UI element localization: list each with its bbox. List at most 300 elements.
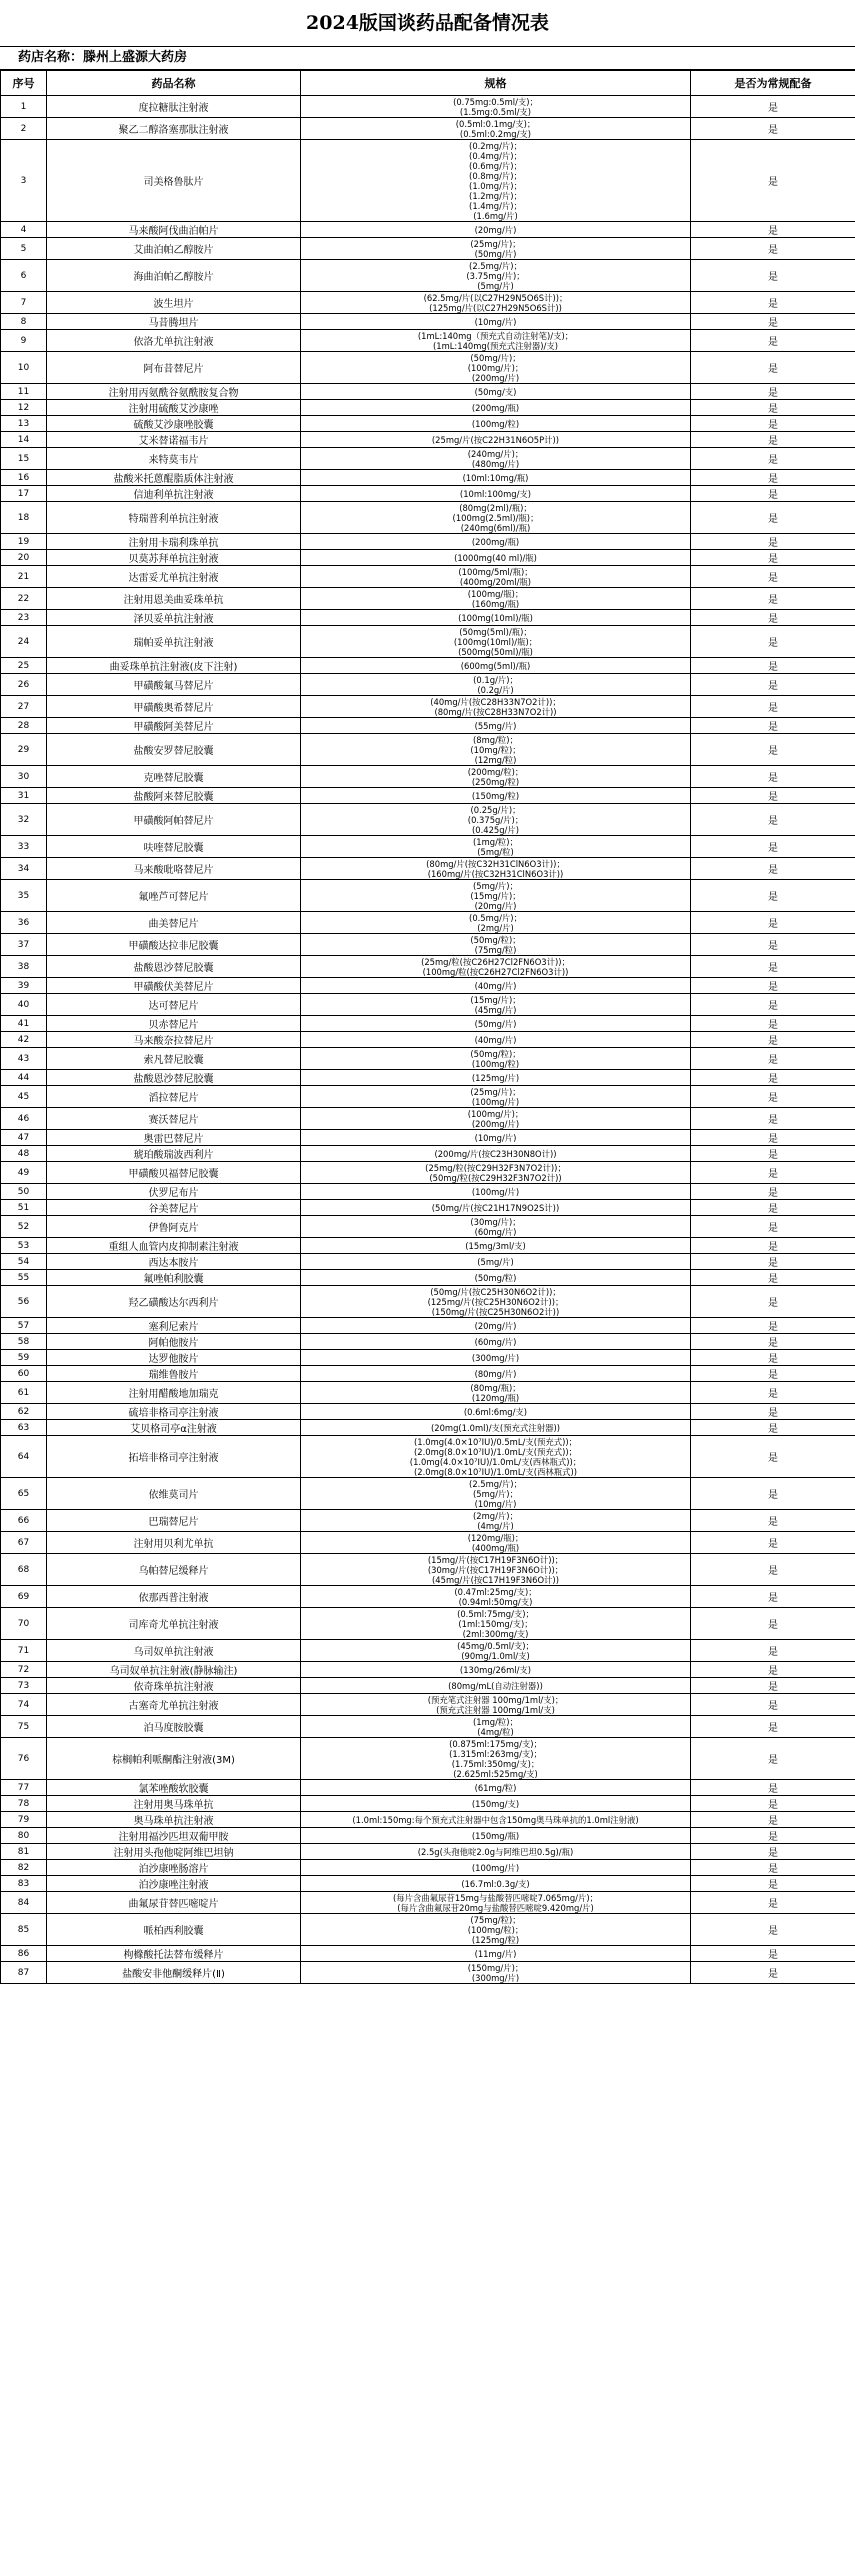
configured-flag: 是	[691, 432, 855, 448]
row-number: 23	[1, 610, 47, 626]
row-number: 46	[1, 1108, 47, 1130]
drug-spec: (240mg/片)； (480mg/片)	[301, 448, 691, 470]
configured-flag: 是	[691, 534, 855, 550]
row-number: 81	[1, 1844, 47, 1860]
table-row	[1, 314, 855, 330]
table-row	[1, 1318, 855, 1334]
drug-spec: (0.25g/片)； (0.375g/片)； (0.425g/片)	[301, 804, 691, 836]
configured-flag: 是	[691, 788, 855, 804]
drug-name: 氟唑帕利胶囊	[47, 1270, 301, 1286]
drug-spec: (80mg/片(按C32H31ClN6O3计))； (160mg/片(按C32H31ClN6O3计))	[301, 858, 691, 880]
drug-spec: (15mg/片(按C17H19F3N6O计))； (30mg/片(按C17H19F3N6O计))； (45mg/片(按C17H19F3N6O计))	[301, 1554, 691, 1586]
table-row	[1, 1070, 855, 1086]
drug-spec: (1mL:140mg（预充式自动注射笔)/支)； (1mL:140mg(预充式注射器)/支)	[301, 330, 691, 352]
row-number: 85	[1, 1914, 47, 1946]
drug-spec: (100mg/片)	[301, 1860, 691, 1876]
table-row	[1, 1828, 855, 1844]
row-number: 72	[1, 1662, 47, 1678]
row-number: 68	[1, 1554, 47, 1586]
table-row	[1, 788, 855, 804]
table-row	[1, 260, 855, 292]
configured-flag: 是	[691, 696, 855, 718]
drug-name: 奥雷巴替尼片	[47, 1130, 301, 1146]
row-number: 24	[1, 626, 47, 658]
drug-spec: (45mg/0.5ml/支)； (90mg/1.0ml/支)	[301, 1640, 691, 1662]
drug-spec: (100mg/粒)	[301, 416, 691, 432]
configured-flag: 是	[691, 836, 855, 858]
drug-name: 特瑞普利单抗注射液	[47, 502, 301, 534]
table-row	[1, 448, 855, 470]
table-row	[1, 1200, 855, 1216]
drug-spec: (10mg/片)	[301, 314, 691, 330]
configured-flag: 是	[691, 96, 855, 118]
row-number: 31	[1, 788, 47, 804]
drug-spec: (120mg/瓶)； (400mg/瓶)	[301, 1532, 691, 1554]
drug-spec: (10mg/片)	[301, 1130, 691, 1146]
drug-spec: (80mg/mL(自动注射器))	[301, 1678, 691, 1694]
drug-spec: (50mg/支)	[301, 384, 691, 400]
drug-spec: (200mg/瓶)	[301, 400, 691, 416]
drug-name: 信迪利单抗注射液	[47, 486, 301, 502]
table-row	[1, 1796, 855, 1812]
row-number: 43	[1, 1048, 47, 1070]
table-row	[1, 1532, 855, 1554]
drug-spec: (50mg/粒)； (100mg/粒)	[301, 1048, 691, 1070]
drug-table	[0, 70, 855, 1984]
table-row	[1, 238, 855, 260]
row-number: 21	[1, 566, 47, 588]
drug-name: 盐酸恩沙替尼胶囊	[47, 1070, 301, 1086]
drug-name: 甲磺酸贝福替尼胶囊	[47, 1162, 301, 1184]
row-number: 84	[1, 1892, 47, 1914]
configured-flag: 是	[691, 1016, 855, 1032]
row-number: 67	[1, 1532, 47, 1554]
drug-name: 甲磺酸达拉非尼胶囊	[47, 934, 301, 956]
configured-flag: 是	[691, 1828, 855, 1844]
row-number: 18	[1, 502, 47, 534]
configured-flag: 是	[691, 486, 855, 502]
drug-spec: (2.5g(头孢他啶2.0g与阿维巴坦0.5g)/瓶)	[301, 1844, 691, 1860]
table-row	[1, 880, 855, 912]
row-number: 2	[1, 118, 47, 140]
drug-spec: (1mg/粒)； (5mg/粒)	[301, 836, 691, 858]
table-row	[1, 1914, 855, 1946]
drug-name: 海曲泊帕乙醇胺片	[47, 260, 301, 292]
row-number: 56	[1, 1286, 47, 1318]
table-row	[1, 1032, 855, 1048]
table-row	[1, 1608, 855, 1640]
configured-flag: 是	[691, 1318, 855, 1334]
table-row	[1, 1366, 855, 1382]
configured-flag: 是	[691, 804, 855, 836]
header-no: 序号	[1, 71, 47, 96]
table-row	[1, 1892, 855, 1914]
configured-flag: 是	[691, 1914, 855, 1946]
drug-name: 达雷妥尤单抗注射液	[47, 566, 301, 588]
drug-spec: (150mg/粒)	[301, 788, 691, 804]
table-row	[1, 1420, 855, 1436]
drug-spec: (20mg(1.0ml)/支(预充式注射器))	[301, 1420, 691, 1436]
drug-spec: (300mg/片)	[301, 1350, 691, 1366]
table-row	[1, 1184, 855, 1200]
configured-flag: 是	[691, 416, 855, 432]
row-number: 49	[1, 1162, 47, 1184]
drug-name: 注射用奥马珠单抗	[47, 1796, 301, 1812]
row-number: 15	[1, 448, 47, 470]
drug-name: 滔拉替尼片	[47, 1086, 301, 1108]
drug-name: 氯苯唑酸软胶囊	[47, 1780, 301, 1796]
row-number: 33	[1, 836, 47, 858]
row-number: 57	[1, 1318, 47, 1334]
configured-flag: 是	[691, 766, 855, 788]
drug-spec: (2mg/片)； (4mg/片)	[301, 1510, 691, 1532]
drug-spec: (2.5mg/片)； (5mg/片)； (10mg/片)	[301, 1478, 691, 1510]
row-number: 6	[1, 260, 47, 292]
drug-name: 乌帕替尼缓释片	[47, 1554, 301, 1586]
drug-name: 瑞维鲁胺片	[47, 1366, 301, 1382]
drug-spec: (61mg/粒)	[301, 1780, 691, 1796]
drug-name: 来特莫韦片	[47, 448, 301, 470]
drug-name: 克唑替尼胶囊	[47, 766, 301, 788]
configured-flag: 是	[691, 1608, 855, 1640]
row-number: 59	[1, 1350, 47, 1366]
configured-flag: 是	[691, 384, 855, 400]
configured-flag: 是	[691, 1532, 855, 1554]
drug-name: 泊沙康唑注射液	[47, 1876, 301, 1892]
drug-spec: (16.7ml:0.3g/支)	[301, 1876, 691, 1892]
row-number: 9	[1, 330, 47, 352]
drug-name: 艾贝格司亭α注射液	[47, 1420, 301, 1436]
configured-flag: 是	[691, 1032, 855, 1048]
drug-name: 马昔腾坦片	[47, 314, 301, 330]
drug-name: 司库奇尤单抗注射液	[47, 1608, 301, 1640]
drug-name: 贝莫苏拜单抗注射液	[47, 550, 301, 566]
configured-flag: 是	[691, 1070, 855, 1086]
table-row	[1, 734, 855, 766]
table-row	[1, 222, 855, 238]
configured-flag: 是	[691, 566, 855, 588]
configured-flag: 是	[691, 1876, 855, 1892]
drug-name: 达可替尼片	[47, 994, 301, 1016]
row-number: 51	[1, 1200, 47, 1216]
table-row	[1, 1048, 855, 1070]
row-number: 60	[1, 1366, 47, 1382]
row-number: 55	[1, 1270, 47, 1286]
table-row	[1, 1662, 855, 1678]
row-number: 75	[1, 1716, 47, 1738]
row-number: 52	[1, 1216, 47, 1238]
table-row	[1, 292, 855, 314]
configured-flag: 是	[691, 1238, 855, 1254]
drug-name: 塞利尼索片	[47, 1318, 301, 1334]
table-row	[1, 858, 855, 880]
configured-flag: 是	[691, 140, 855, 222]
row-number: 74	[1, 1694, 47, 1716]
row-number: 10	[1, 352, 47, 384]
drug-name: 赛沃替尼片	[47, 1108, 301, 1130]
drug-name: 氟唑芦可替尼片	[47, 880, 301, 912]
row-number: 14	[1, 432, 47, 448]
configured-flag: 是	[691, 352, 855, 384]
table-row	[1, 1478, 855, 1510]
drug-name: 羟乙磺酸达尔西利片	[47, 1286, 301, 1318]
drug-spec: (100mg(10ml)/瓶)	[301, 610, 691, 626]
configured-flag: 是	[691, 718, 855, 734]
drug-name: 甲磺酸阿帕替尼片	[47, 804, 301, 836]
configured-flag: 是	[691, 1678, 855, 1694]
table-row	[1, 1404, 855, 1420]
table-row	[1, 1016, 855, 1032]
configured-flag: 是	[691, 1892, 855, 1914]
configured-flag: 是	[691, 292, 855, 314]
drug-name: 注射用恩美曲妥珠单抗	[47, 588, 301, 610]
drug-name: 泊沙康唑肠溶片	[47, 1860, 301, 1876]
configured-flag: 是	[691, 400, 855, 416]
table-row	[1, 1086, 855, 1108]
row-number: 38	[1, 956, 47, 978]
drug-spec: (1000mg(40 ml)/瓶)	[301, 550, 691, 566]
configured-flag: 是	[691, 1048, 855, 1070]
drug-name: 马来酸奈拉替尼片	[47, 1032, 301, 1048]
row-number: 17	[1, 486, 47, 502]
drug-name: 甲磺酸阿美替尼片	[47, 718, 301, 734]
drug-name: 伊鲁阿克片	[47, 1216, 301, 1238]
row-number: 19	[1, 534, 47, 550]
table-row	[1, 1350, 855, 1366]
drug-name: 拓培非格司亭注射液	[47, 1436, 301, 1478]
table-row	[1, 610, 855, 626]
configured-flag: 是	[691, 1812, 855, 1828]
row-number: 26	[1, 674, 47, 696]
drug-spec: (600mg(5ml)/瓶)	[301, 658, 691, 674]
drug-name: 索凡替尼胶囊	[47, 1048, 301, 1070]
drug-spec: (5mg/片)	[301, 1254, 691, 1270]
row-number: 27	[1, 696, 47, 718]
header-spec: 规格	[301, 71, 691, 96]
drug-spec: (11mg/片)	[301, 1946, 691, 1962]
drug-spec: (50mg/片(按C21H17N9O2S计))	[301, 1200, 691, 1216]
configured-flag: 是	[691, 1216, 855, 1238]
configured-flag: 是	[691, 1404, 855, 1420]
configured-flag: 是	[691, 626, 855, 658]
row-number: 13	[1, 416, 47, 432]
table-row	[1, 978, 855, 994]
row-number: 64	[1, 1436, 47, 1478]
drug-name: 注射用福沙匹坦双葡甲胺	[47, 1828, 301, 1844]
drug-name: 注射用丙氨酰谷氨酰胺复合物	[47, 384, 301, 400]
drug-name: 盐酸安非他酮缓释片(Ⅱ)	[47, 1962, 301, 1984]
store-name: 药店名称：滕州上盛源大药房	[0, 46, 855, 70]
configured-flag: 是	[691, 934, 855, 956]
drug-spec: (100mg/片)	[301, 1184, 691, 1200]
table-row	[1, 1738, 855, 1780]
row-number: 34	[1, 858, 47, 880]
row-number: 32	[1, 804, 47, 836]
drug-spec: (25mg/粒(按C29H32F3N7O2计))； (50mg/粒(按C29H32F3N7O2计))	[301, 1162, 691, 1184]
table-row	[1, 1640, 855, 1662]
row-number: 71	[1, 1640, 47, 1662]
row-number: 22	[1, 588, 47, 610]
row-number: 40	[1, 994, 47, 1016]
drug-spec: (100mg/5ml/瓶)； (400mg/20ml/瓶)	[301, 566, 691, 588]
drug-spec: (1mg/粒)； (4mg/粒)	[301, 1716, 691, 1738]
table-row	[1, 956, 855, 978]
drug-name: 古塞奇尤单抗注射液	[47, 1694, 301, 1716]
drug-spec: (40mg/片(按C28H33N7O2计))； (80mg/片(按C28H33N7O2计))	[301, 696, 691, 718]
drug-spec: (0.1g/片)； (0.2g/片)	[301, 674, 691, 696]
configured-flag: 是	[691, 1366, 855, 1382]
drug-spec: (15mg/片)； (45mg/片)	[301, 994, 691, 1016]
configured-flag: 是	[691, 1662, 855, 1678]
table-row	[1, 118, 855, 140]
row-number: 45	[1, 1086, 47, 1108]
drug-spec: (200mg/瓶)	[301, 534, 691, 550]
configured-flag: 是	[691, 1254, 855, 1270]
configured-flag: 是	[691, 470, 855, 486]
row-number: 86	[1, 1946, 47, 1962]
drug-spec: (1.0mg(4.0×10⁷IU)/0.5mL/支(预充式))； (2.0mg(8.0×10⁷IU)/1.0mL/支(预充式))； (1.0mg(4.0×10⁷IU)/1.0mL/支(西林瓶式))； (2.0mg(8.0×10⁷IU)/1.0mL/支(西林瓶式))	[301, 1436, 691, 1478]
drug-name: 注射用醋酸地加瑞克	[47, 1382, 301, 1404]
drug-name: 重组人血管内皮抑制素注射液	[47, 1238, 301, 1254]
table-row	[1, 1382, 855, 1404]
drug-name: 注射用贝利尤单抗	[47, 1532, 301, 1554]
drug-spec: (40mg/片)	[301, 1032, 691, 1048]
drug-spec: (20mg/片)	[301, 1318, 691, 1334]
drug-spec: (0.5ml:0.1mg/支)； (0.5ml:0.2mg/支)	[301, 118, 691, 140]
configured-flag: 是	[691, 994, 855, 1016]
drug-spec: (25mg/片)； (100mg/片)	[301, 1086, 691, 1108]
table-row	[1, 1780, 855, 1796]
drug-name: 艾米替诺福韦片	[47, 432, 301, 448]
table-row	[1, 674, 855, 696]
configured-flag: 是	[691, 502, 855, 534]
row-number: 4	[1, 222, 47, 238]
drug-name: 哌柏西利胶囊	[47, 1914, 301, 1946]
drug-name: 盐酸恩沙替尼胶囊	[47, 956, 301, 978]
configured-flag: 是	[691, 1130, 855, 1146]
drug-name: 硫培非格司亭注射液	[47, 1404, 301, 1420]
drug-spec: (30mg/片)； (60mg/片)	[301, 1216, 691, 1238]
configured-flag: 是	[691, 1286, 855, 1318]
drug-spec: (0.2mg/片)； (0.4mg/片)； (0.6mg/片)； (0.8mg/片)； (1.0mg/片)； (1.2mg/片)； (1.4mg/片)； (1.6mg/片)	[301, 140, 691, 222]
row-number: 47	[1, 1130, 47, 1146]
row-number: 30	[1, 766, 47, 788]
header-name: 药品名称	[47, 71, 301, 96]
row-number: 78	[1, 1796, 47, 1812]
table-row	[1, 696, 855, 718]
row-number: 7	[1, 292, 47, 314]
drug-spec: (50mg/片)； (100mg/片)； (200mg/片)	[301, 352, 691, 384]
drug-spec: (125mg/片)	[301, 1070, 691, 1086]
table-row	[1, 1286, 855, 1318]
configured-flag: 是	[691, 610, 855, 626]
drug-spec: (50mg/片(按C25H30N6O2计))； (125mg/片(按C25H30N6O2计))； (150mg/片(按C25H30N6O2计))	[301, 1286, 691, 1318]
configured-flag: 是	[691, 314, 855, 330]
drug-name: 依那西普注射液	[47, 1586, 301, 1608]
drug-name: 西达本胺片	[47, 1254, 301, 1270]
drug-name: 泊马度胺胶囊	[47, 1716, 301, 1738]
drug-name: 盐酸米托蒽醌脂质体注射液	[47, 470, 301, 486]
table-row	[1, 1108, 855, 1130]
row-number: 73	[1, 1678, 47, 1694]
drug-name: 依洛尤单抗注射液	[47, 330, 301, 352]
drug-name: 枸橼酸托法替布缓释片	[47, 1946, 301, 1962]
configured-flag: 是	[691, 1796, 855, 1812]
table-row	[1, 1962, 855, 1984]
row-number: 36	[1, 912, 47, 934]
configured-flag: 是	[691, 238, 855, 260]
configured-flag: 是	[691, 858, 855, 880]
drug-name: 硫酸艾沙康唑胶囊	[47, 416, 301, 432]
table-row	[1, 1860, 855, 1876]
configured-flag: 是	[691, 1780, 855, 1796]
table-row	[1, 1876, 855, 1892]
configured-flag: 是	[691, 1200, 855, 1216]
table-row	[1, 1216, 855, 1238]
configured-flag: 是	[691, 1184, 855, 1200]
table-row	[1, 566, 855, 588]
table-row	[1, 836, 855, 858]
drug-name: 伏罗尼布片	[47, 1184, 301, 1200]
drug-name: 阿帕他胺片	[47, 1334, 301, 1350]
table-row	[1, 1334, 855, 1350]
drug-spec: (2.5mg/片)； (3.75mg/片)； (5mg/片)	[301, 260, 691, 292]
drug-spec: (80mg/瓶)； (120mg/瓶)	[301, 1382, 691, 1404]
drug-name: 阿布昔替尼片	[47, 352, 301, 384]
drug-name: 盐酸阿来替尼胶囊	[47, 788, 301, 804]
drug-spec: (0.875ml:175mg/支)； (1.315ml:263mg/支)； (1.75ml:350mg/支)； (2.625ml:525mg/支)	[301, 1738, 691, 1780]
configured-flag: 是	[691, 448, 855, 470]
table-row	[1, 140, 855, 222]
configured-flag: 是	[691, 1436, 855, 1478]
table-row	[1, 486, 855, 502]
row-number: 69	[1, 1586, 47, 1608]
table-row	[1, 416, 855, 432]
drug-name: 乌司奴单抗注射液	[47, 1640, 301, 1662]
drug-spec: (55mg/片)	[301, 718, 691, 734]
configured-flag: 是	[691, 588, 855, 610]
drug-spec: (40mg/片)	[301, 978, 691, 994]
table-row	[1, 1238, 855, 1254]
row-number: 66	[1, 1510, 47, 1532]
drug-name: 乌司奴单抗注射液(静脉输注)	[47, 1662, 301, 1678]
configured-flag: 是	[691, 1716, 855, 1738]
row-number: 58	[1, 1334, 47, 1350]
drug-name: 度拉糖肽注射液	[47, 96, 301, 118]
drug-name: 曲美替尼片	[47, 912, 301, 934]
table-row	[1, 1436, 855, 1478]
row-number: 28	[1, 718, 47, 734]
table-row	[1, 330, 855, 352]
header-configured: 是否为常规配备	[691, 71, 855, 96]
row-number: 39	[1, 978, 47, 994]
configured-flag: 是	[691, 1478, 855, 1510]
row-number: 41	[1, 1016, 47, 1032]
row-number: 54	[1, 1254, 47, 1270]
row-number: 65	[1, 1478, 47, 1510]
row-number: 37	[1, 934, 47, 956]
row-number: 61	[1, 1382, 47, 1404]
table-row	[1, 1678, 855, 1694]
drug-spec: (10ml:100mg/支)	[301, 486, 691, 502]
row-number: 83	[1, 1876, 47, 1892]
drug-spec: (200mg/片(按C23H30N8O计))	[301, 1146, 691, 1162]
table-row	[1, 1586, 855, 1608]
table-row	[1, 384, 855, 400]
drug-name: 聚乙二醇洛塞那肽注射液	[47, 118, 301, 140]
configured-flag: 是	[691, 1162, 855, 1184]
drug-name: 泽贝妥单抗注射液	[47, 610, 301, 626]
